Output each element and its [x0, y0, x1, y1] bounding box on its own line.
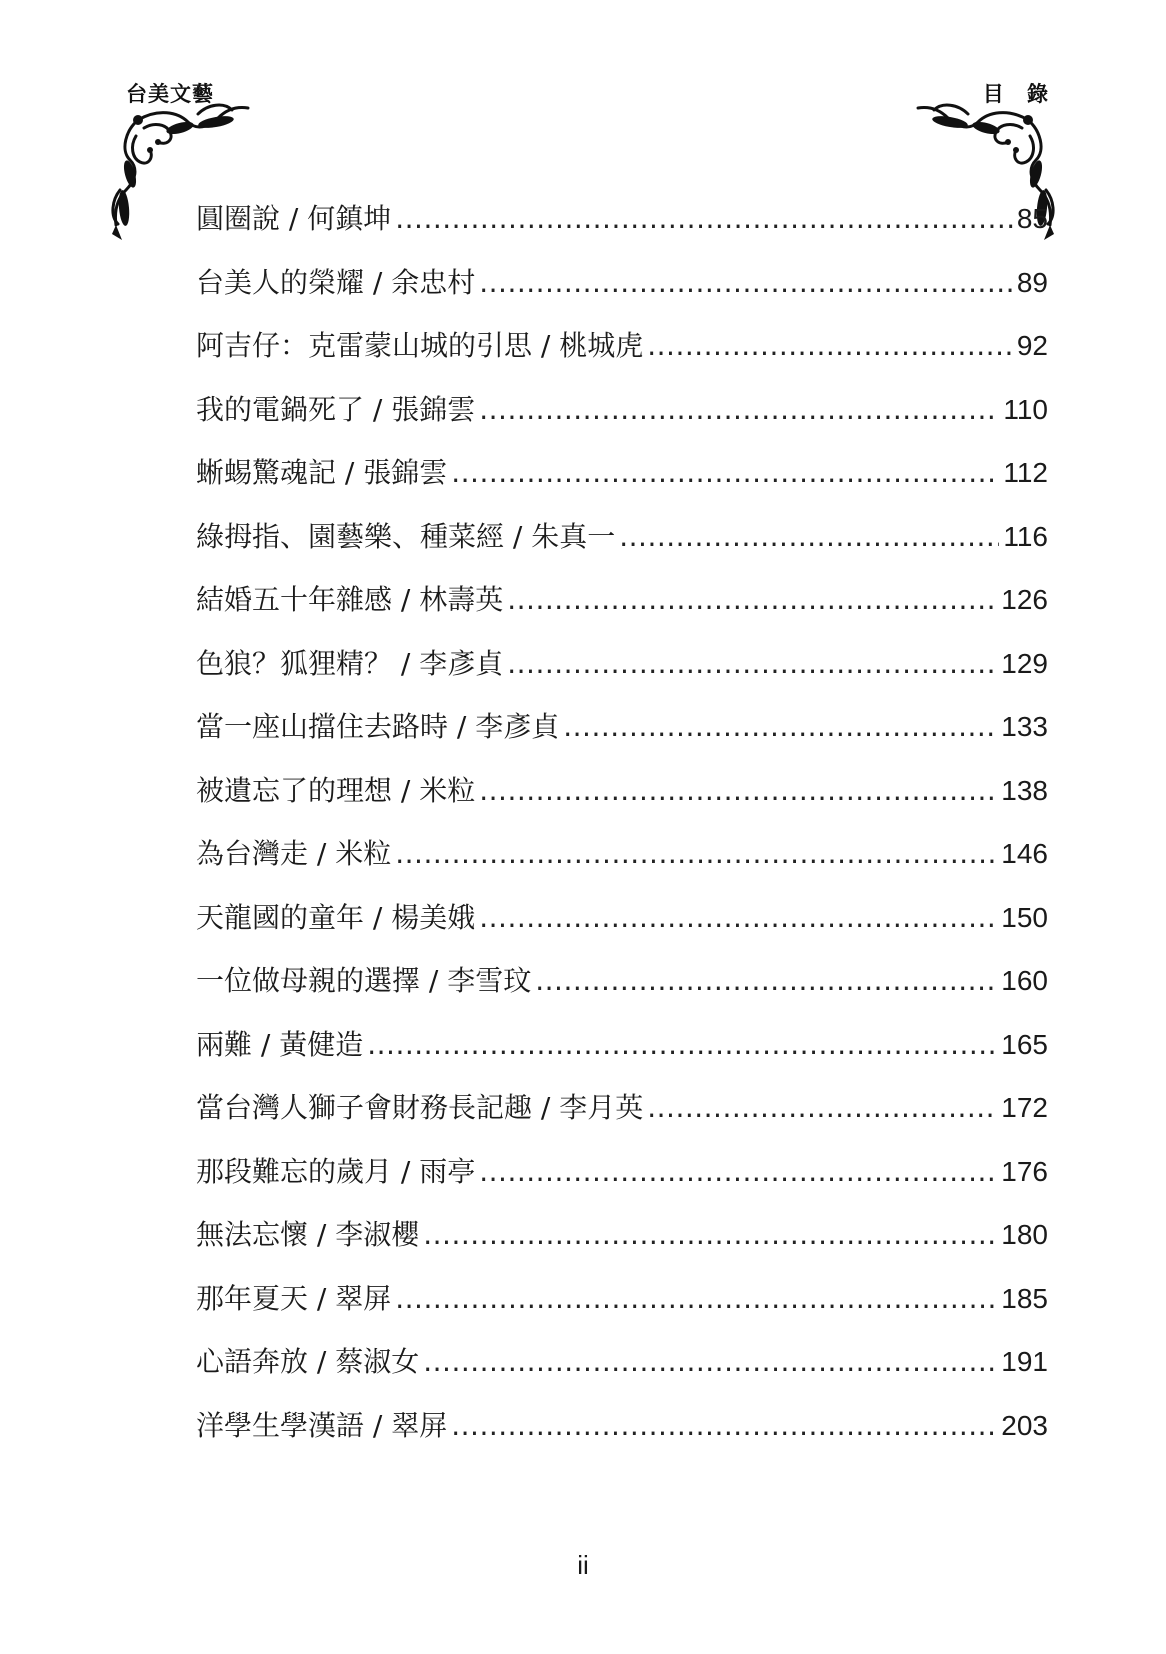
toc-entry-title: 天龍國的童年 / 楊美娥 [196, 900, 476, 934]
toc-entry [196, 1218, 1048, 1285]
toc-entry-title: 台美人的榮耀 / 余忠村 [196, 265, 476, 299]
toc-entry-title: 當一座山擋住去路時 / 李彥貞 [196, 710, 560, 743]
toc-entry-title: 綠拇指、園藝樂、種菜經 / 朱真一 [196, 519, 616, 553]
toc-page-number: 116 [1003, 520, 1048, 552]
toc-entry-title: 一位做母親的選擇 / 李雪玟 [196, 964, 532, 997]
toc-page-number: 92 [1016, 330, 1048, 361]
page-number-folio: ii [577, 1550, 589, 1580]
toc-entry [196, 710, 1048, 777]
toc-dot-leader [507, 586, 997, 614]
toc-entry-title: 洋學生學漢語 / 翠屏 [196, 1408, 448, 1442]
toc-dot-leader [507, 650, 997, 678]
toc-entry [196, 456, 1048, 523]
toc-page-number: 185 [1001, 1282, 1048, 1314]
toc-entry [196, 392, 1048, 460]
toc-page-number: 150 [1001, 901, 1048, 933]
toc-dot-leader [395, 1285, 997, 1313]
toc-entry-title: 心語奔放 / 蔡淑女 [196, 1345, 420, 1378]
toc-entry [196, 1027, 1048, 1095]
toc-dot-leader [479, 269, 1013, 297]
toc-entry-title: 圓圈說 / 何鎮坤 [196, 202, 392, 235]
toc-entry-title: 我的電鍋死了 / 張錦雲 [196, 392, 476, 426]
toc-dot-leader [563, 713, 997, 741]
toc-entry [196, 964, 1048, 1031]
toc-dot-leader [423, 1221, 997, 1249]
toc-dot-leader [451, 459, 999, 487]
toc-page-number: 165 [1001, 1028, 1048, 1060]
toc-entry-title: 無法忘懷 / 李淑櫻 [196, 1218, 420, 1251]
running-head-book-title: 台美文藝 [126, 82, 214, 106]
toc-page-number: 138 [1001, 774, 1048, 806]
toc-dot-leader [479, 1158, 997, 1186]
toc-dot-leader [451, 1412, 997, 1440]
toc-dot-leader [479, 777, 997, 805]
toc-entry-title: 被遺忘了的理想 / 米粒 [196, 773, 476, 807]
toc-dot-leader [395, 205, 1013, 233]
toc-dot-leader [423, 1348, 997, 1376]
toc-page-number: 110 [1003, 393, 1048, 425]
toc-page-number: 129 [1001, 647, 1048, 679]
toc-page-number: 112 [1003, 457, 1048, 488]
toc-page-number: 160 [1001, 965, 1048, 996]
toc-dot-leader [619, 523, 999, 551]
toc-dot-leader [479, 904, 997, 932]
toc-page-number: 191 [1001, 1346, 1048, 1377]
toc-entry-title: 兩難 / 黃健造 [196, 1027, 364, 1061]
toc-entry-title: 阿吉仔：克雷蒙山城的引思 / 桃城虎 [196, 329, 644, 362]
toc-entry [196, 646, 1048, 714]
toc-dot-leader [479, 396, 999, 424]
toc-entry [196, 900, 1048, 968]
toc-page-number: 85 [1016, 203, 1048, 234]
toc-page-number: 180 [1001, 1219, 1048, 1250]
toc-entry-title: 蜥蜴驚魂記 / 張錦雲 [196, 456, 448, 489]
table-of-contents [196, 202, 1048, 1475]
toc-entry-title: 那段難忘的歲月 / 雨亭 [196, 1154, 476, 1188]
toc-entry [196, 773, 1048, 841]
toc-dot-leader [367, 1031, 997, 1059]
toc-page-number: 89 [1016, 266, 1048, 298]
toc-entry [196, 1345, 1048, 1412]
toc-entry-title: 色狼？狐狸精？ / 李彥貞 [196, 646, 504, 680]
toc-entry [196, 265, 1048, 333]
toc-dot-leader [535, 967, 997, 995]
toc-entry-title: 結婚五十年雜感 / 林壽英 [196, 583, 504, 616]
toc-entry [196, 329, 1048, 396]
toc-entry-title: 當台灣人獅子會財務長記趣 / 李月英 [196, 1091, 644, 1124]
toc-entry-title: 為台灣走 / 米粒 [196, 837, 392, 870]
toc-entry-title: 那年夏天 / 翠屏 [196, 1281, 392, 1315]
toc-page-number: 126 [1001, 584, 1048, 615]
toc-entry [196, 1281, 1048, 1349]
toc-page-number: 146 [1001, 838, 1048, 869]
running-head-section-title: 目 錄 [982, 82, 1056, 106]
toc-entry [196, 1408, 1048, 1476]
toc-dot-leader [395, 840, 997, 868]
toc-page-number: 172 [1001, 1092, 1048, 1123]
toc-entry [196, 1091, 1048, 1158]
toc-dot-leader [647, 1094, 997, 1122]
toc-dot-leader [647, 332, 1013, 360]
toc-page-number: 176 [1001, 1155, 1048, 1187]
toc-entry [196, 583, 1048, 650]
toc-entry [196, 519, 1048, 587]
toc-entry [196, 202, 1048, 269]
toc-entry [196, 1154, 1048, 1222]
toc-page-number: 203 [1001, 1409, 1048, 1441]
toc-page-number: 133 [1001, 711, 1048, 742]
toc-entry [196, 837, 1048, 904]
